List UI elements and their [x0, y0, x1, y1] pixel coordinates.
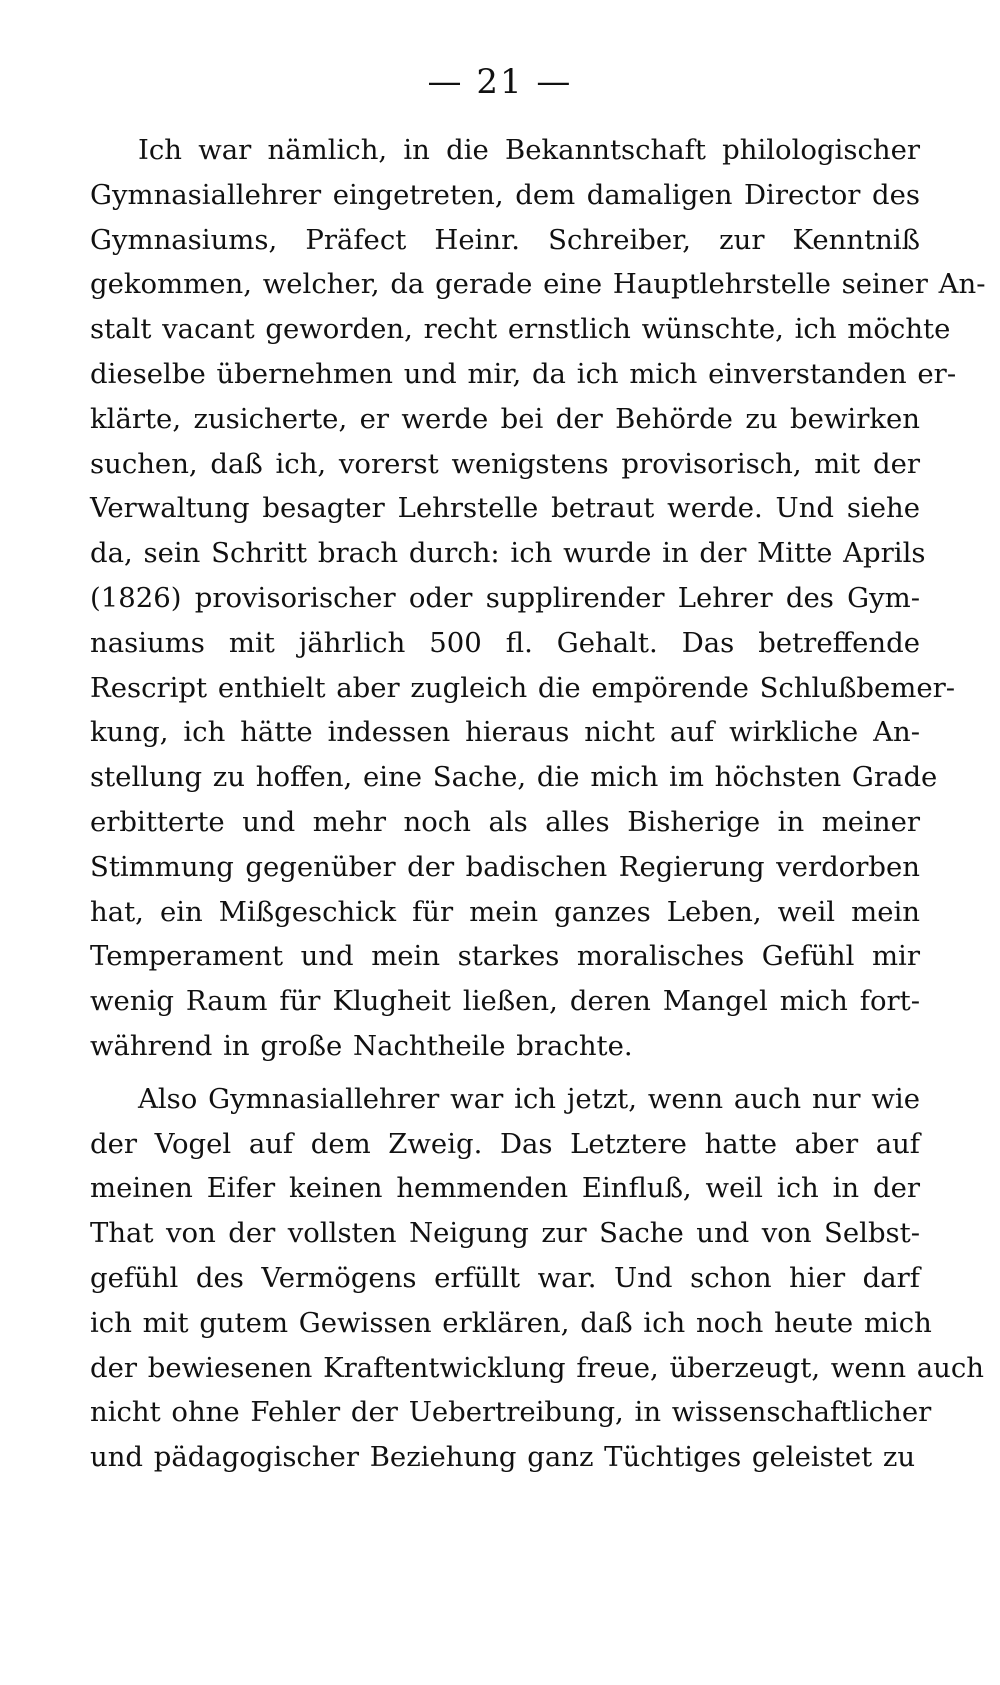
- text-line: kung, ich hätte indessen hieraus nicht auf wirkliche An-: [90, 716, 920, 749]
- text-line: Temperament und mein starkes moralisches Gefühl mir: [90, 940, 920, 973]
- text-line: und pädagogischer Beziehung ganz Tüchtiges geleistet zu: [90, 1441, 916, 1474]
- text-line: erbitterte und mehr noch als alles Bisherige in meiner: [90, 805, 920, 838]
- text-line: gekommen, welcher, da gerade eine Hauptlehrstelle seiner An-: [90, 268, 986, 301]
- text-line: suchen, daß ich, vorerst wenigstens provisorisch, mit der: [90, 447, 920, 480]
- text-line: Stimmung gegenüber der badischen Regierung verdorben: [90, 850, 920, 883]
- text-line: stellung zu hoffen, eine Sache, die mich im höchsten Grade: [90, 761, 938, 794]
- page-body-text: [90, 128, 986, 1480]
- text-line: der Vogel auf dem Zweig. Das Letztere hatte aber auf: [90, 1127, 920, 1160]
- text-line: da, sein Schritt brach durch: ich wurde in der Mitte Aprils: [90, 537, 926, 570]
- text-line: meinen Eifer keinen hemmenden Einfluß, weil ich in der: [90, 1172, 920, 1205]
- text-line: Gymnasiallehrer eingetreten, dem damaligen Director des: [90, 178, 920, 211]
- text-line: gefühl des Vermögens erfüllt war. Und schon hier darf: [90, 1261, 920, 1294]
- text-line: Gymnasiums, Präfect Heinr. Schreiber, zur Kenntniß: [90, 223, 920, 256]
- text-line: Verwaltung besagter Lehrstelle betraut werde. Und siehe: [90, 492, 920, 525]
- paragraph-gap: [90, 1069, 920, 1077]
- text-line: nicht ohne Fehler der Uebertreibung, in wissenschaftlicher: [90, 1396, 932, 1429]
- text-line: hat, ein Mißgeschick für mein ganzes Leben, weil mein: [90, 895, 920, 928]
- text-line: stalt vacant geworden, recht ernstlich wünschte, ich möchte: [90, 313, 951, 346]
- text-line: wenig Raum für Klugheit ließen, deren Mangel mich fort-: [90, 985, 920, 1018]
- text-line: (1826) provisorischer oder supplirender Lehrer des Gym-: [90, 581, 920, 614]
- text-line: der bewiesenen Kraftentwicklung freue, überzeugt, wenn auch: [90, 1351, 985, 1384]
- page-number-header: — 21 —: [427, 62, 573, 102]
- text-line: dieselbe übernehmen und mir, da ich mich einverstanden er-: [90, 357, 957, 390]
- text-line: während in große Nachtheile brachte.: [90, 1029, 633, 1062]
- text-line: nasiums mit jährlich 500 fl. Gehalt. Das betreffende: [90, 626, 920, 659]
- text-line: Also Gymnasiallehrer war ich jetzt, wenn auch nur wie: [138, 1082, 920, 1115]
- text-line: ich mit gutem Gewissen erklären, daß ich noch heute mich: [90, 1306, 932, 1339]
- text-line: klärte, zusicherte, er werde bei der Behörde zu bewirken: [90, 402, 920, 435]
- text-line: That von der vollsten Neigung zur Sache und von Selbst-: [90, 1217, 920, 1250]
- text-line: Rescript enthielt aber zugleich die empörende Schlußbemer-: [90, 671, 956, 704]
- text-line: Ich war nämlich, in die Bekanntschaft philologischer: [138, 134, 920, 166]
